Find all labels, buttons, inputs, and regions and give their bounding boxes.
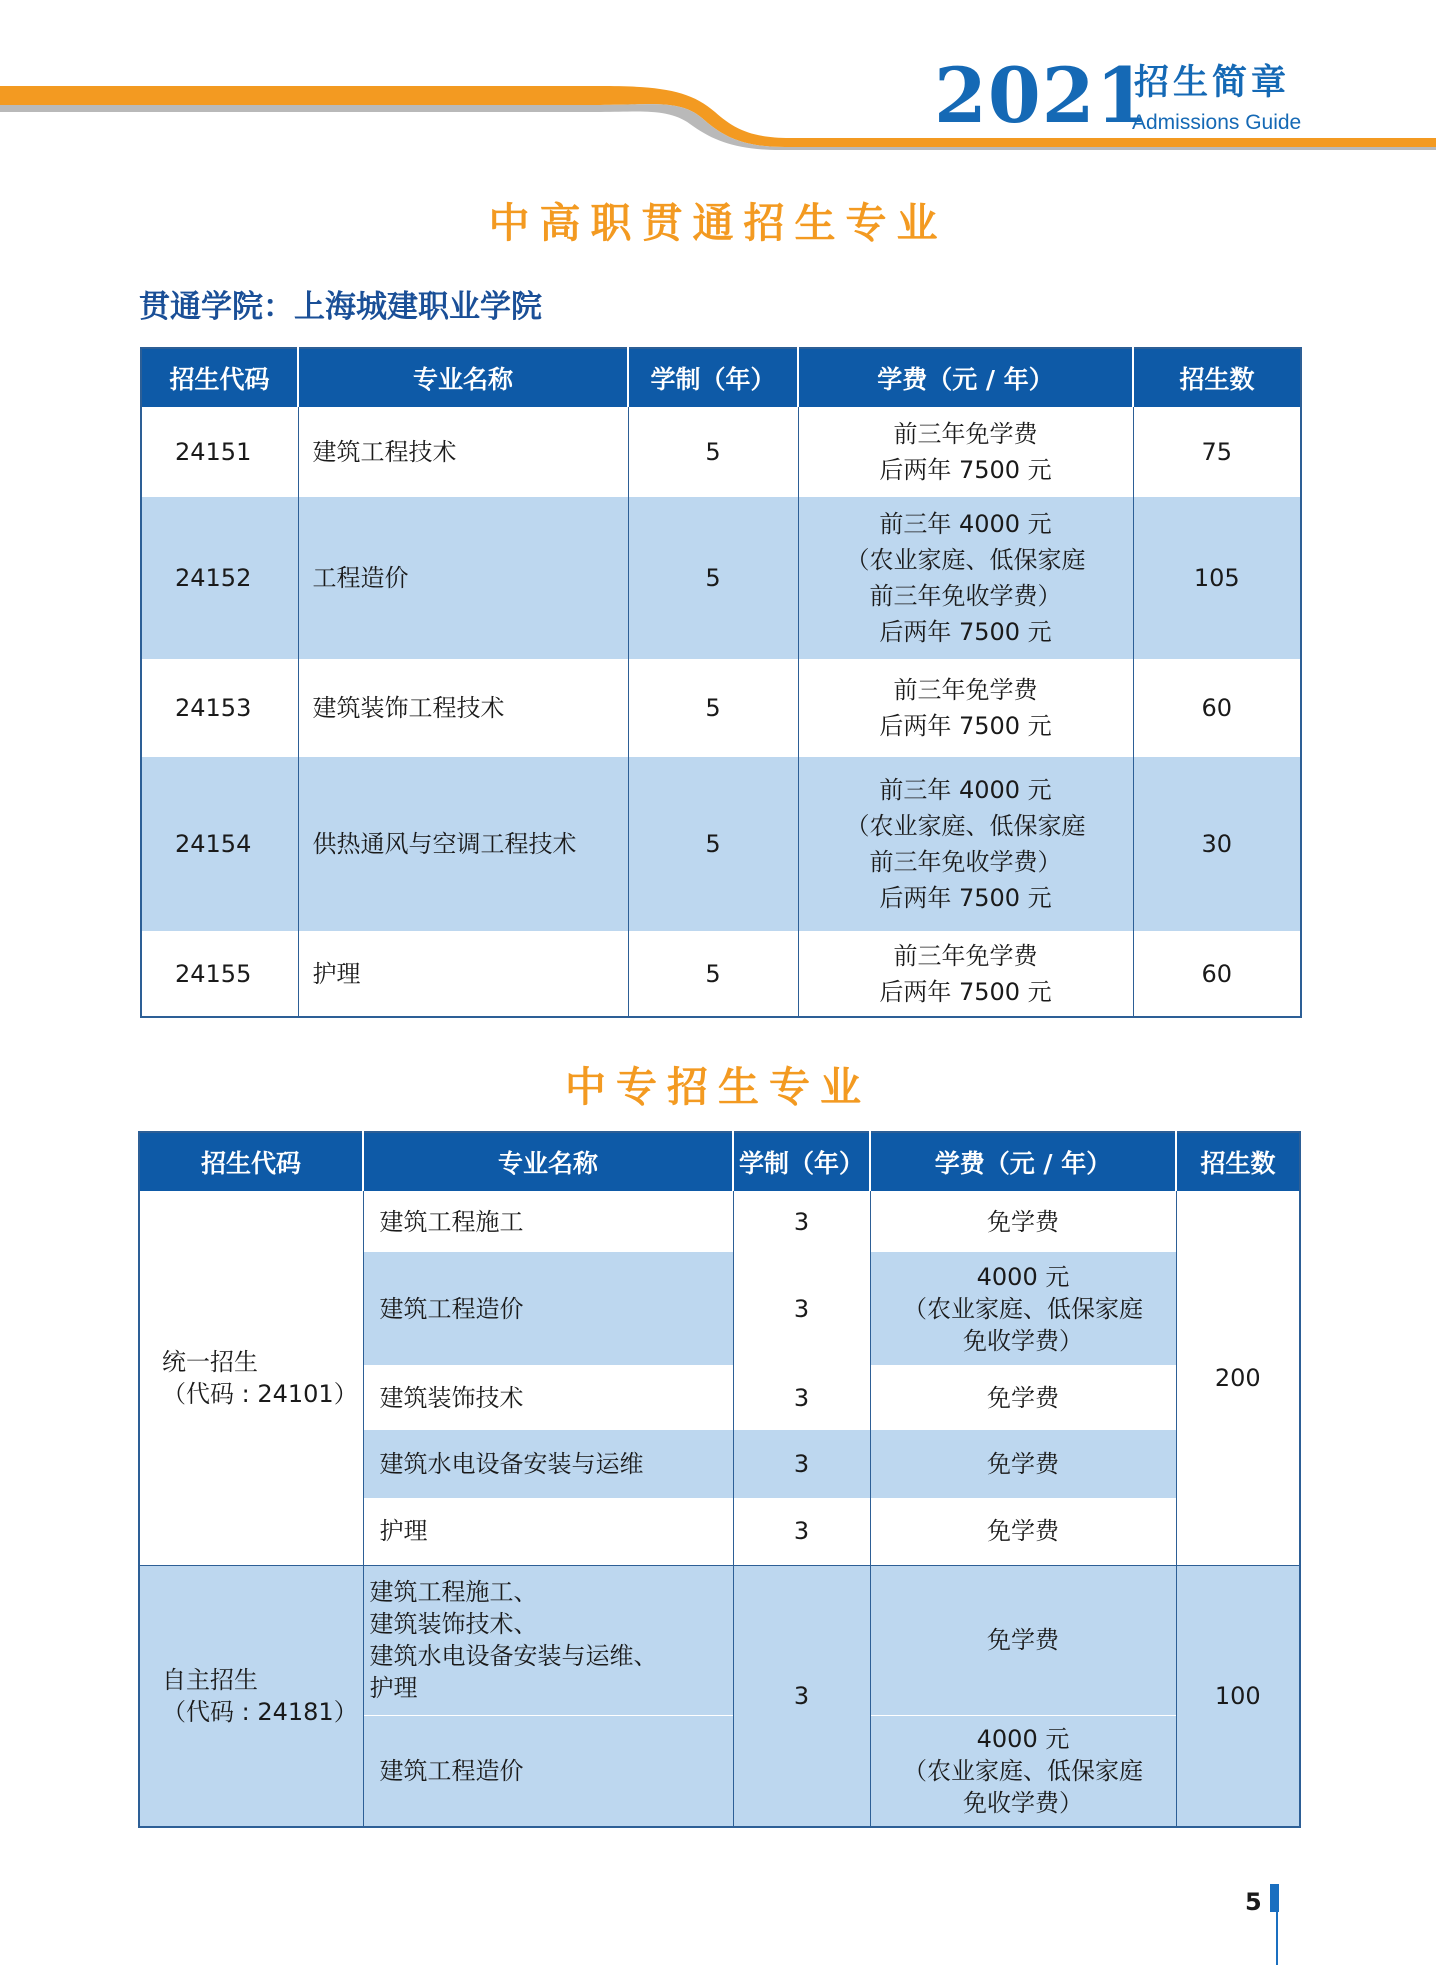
cell-years: 3 (733, 1430, 870, 1498)
section1-title: 中高职贯通招生专业 (488, 199, 948, 247)
recruit-type-code: （代码 : 24181） (162, 1697, 358, 1726)
cell-name (363, 1565, 733, 1715)
cell-years: 3 (733, 1191, 870, 1252)
header-count: 招生数 (1133, 348, 1301, 407)
cell-code: 24153 (141, 659, 298, 757)
fee-line: 前三年 4000 元 (879, 510, 1052, 538)
fee-line: 免收学费） (963, 1788, 1083, 1817)
cell-years: 3 (733, 1565, 870, 1827)
cell-count: 60 (1133, 659, 1301, 757)
cell-name: 供热通风与空调工程技术 (298, 757, 628, 931)
page-marker-bar (1270, 1884, 1279, 1912)
header-fee: 学费（元 / 年） (870, 1132, 1176, 1191)
brand-title-en: Admissions Guide (1132, 111, 1302, 134)
cell-code: 24151 (141, 407, 298, 497)
cell-years: 5 (628, 659, 798, 757)
fee-line: 前三年免收学费） (869, 582, 1062, 610)
name-line: 建筑水电设备安装与运维、 (369, 1642, 658, 1670)
cell-years: 5 (628, 497, 798, 659)
header-code: 招生代码 (139, 1132, 363, 1191)
cell-count: 100 (1176, 1565, 1300, 1827)
fee-line: 前三年免学费 (893, 676, 1038, 704)
cell-name: 工程造价 (298, 497, 628, 659)
name-line: 建筑工程施工、 (369, 1578, 538, 1606)
fee-line: （农业家庭、低保家庭 (845, 812, 1086, 840)
cell-fee (870, 1252, 1176, 1365)
cell-count: 75 (1133, 407, 1301, 497)
cell-years: 5 (628, 931, 798, 1017)
cell-count: 200 (1176, 1191, 1300, 1565)
fee-line: （农业家庭、低保家庭 (903, 1756, 1143, 1785)
section2-title: 中专招生专业 (565, 1063, 871, 1111)
cell-count: 60 (1133, 931, 1301, 1017)
cell-recruit-type (139, 1191, 363, 1565)
recruit-type-label: 统一招生 (162, 1347, 258, 1376)
cell-fee (798, 757, 1133, 931)
cell-recruit-type (139, 1565, 363, 1827)
college-name: 贯通学院：上海城建职业学院 (139, 289, 542, 325)
fee-line: 4000 元 (976, 1724, 1070, 1753)
cell-fee: 免学费 (870, 1430, 1176, 1498)
table-vocational-through (140, 347, 1302, 1018)
fee-line: 前三年 4000 元 (879, 776, 1052, 804)
fee-line: 前三年免学费 (893, 420, 1038, 448)
table-row (141, 931, 1301, 1017)
cell-years: 3 (733, 1252, 870, 1365)
header-count: 招生数 (1176, 1132, 1300, 1191)
cell-fee (798, 931, 1133, 1017)
table-row (141, 659, 1301, 757)
table-header-row (139, 1132, 1300, 1191)
cell-fee: 免学费 (870, 1191, 1176, 1252)
header-fee: 学费（元 / 年） (798, 348, 1133, 407)
fee-line: 后两年 7500 元 (879, 884, 1052, 912)
cell-name: 建筑工程造价 (363, 1715, 733, 1827)
table-row (139, 1565, 1300, 1715)
header-name: 专业名称 (298, 348, 628, 407)
cell-code: 24155 (141, 931, 298, 1017)
name-line: 建筑装饰技术、 (369, 1610, 538, 1638)
recruit-type-code: （代码 : 24101） (162, 1379, 358, 1408)
cell-count: 105 (1133, 497, 1301, 659)
brand-year: 2021 (934, 51, 1150, 140)
fee-line: （农业家庭、低保家庭 (845, 546, 1086, 574)
cell-fee (798, 497, 1133, 659)
cell-years: 5 (628, 757, 798, 931)
recruit-type-label: 自主招生 (162, 1665, 258, 1694)
fee-line: 免收学费） (963, 1326, 1083, 1355)
table-header-row (141, 348, 1301, 407)
header-name: 专业名称 (363, 1132, 733, 1191)
cell-code: 24152 (141, 497, 298, 659)
cell-fee (870, 1715, 1176, 1827)
table-row (141, 757, 1301, 931)
table-row (141, 407, 1301, 497)
fee-line: （农业家庭、低保家庭 (903, 1294, 1143, 1323)
cell-count: 30 (1133, 757, 1301, 931)
cell-name: 建筑装饰工程技术 (298, 659, 628, 757)
fee-line: 后两年 7500 元 (879, 618, 1052, 646)
cell-fee (798, 407, 1133, 497)
cell-years: 3 (733, 1498, 870, 1565)
fee-line: 前三年免学费 (893, 941, 1038, 970)
fee-line: 后两年 7500 元 (879, 712, 1052, 740)
header-code: 招生代码 (141, 348, 298, 407)
cell-name: 护理 (363, 1498, 733, 1565)
cell-years: 3 (733, 1365, 870, 1430)
cell-fee: 免学费 (870, 1365, 1176, 1430)
brand-title-cn: 招生简章 (1134, 63, 1291, 103)
cell-name: 建筑工程造价 (363, 1252, 733, 1365)
table-row (139, 1191, 1300, 1252)
cell-code: 24154 (141, 757, 298, 931)
cell-years: 5 (628, 407, 798, 497)
cell-name: 护理 (298, 931, 628, 1017)
page-number: 5 (1245, 1888, 1262, 1916)
cell-name: 建筑工程技术 (298, 407, 628, 497)
fee-line: 后两年 7500 元 (879, 456, 1052, 484)
header-years: 学制（年） (628, 348, 798, 407)
cell-fee: 免学费 (870, 1498, 1176, 1565)
cell-fee (798, 659, 1133, 757)
name-line: 护理 (369, 1674, 418, 1702)
cell-name: 建筑工程施工 (363, 1191, 733, 1252)
fee-line: 后两年 7500 元 (879, 977, 1052, 1006)
cell-fee: 免学费 (870, 1565, 1176, 1715)
fee-line: 前三年免收学费） (869, 848, 1062, 876)
header-years: 学制（年） (733, 1132, 870, 1191)
fee-line: 4000 元 (976, 1262, 1070, 1291)
cell-name: 建筑水电设备安装与运维 (363, 1430, 733, 1498)
table-row (141, 497, 1301, 659)
table-secondary-vocational (138, 1131, 1301, 1828)
cell-name: 建筑装饰技术 (363, 1365, 733, 1430)
page-marker-line (1276, 1912, 1278, 1965)
